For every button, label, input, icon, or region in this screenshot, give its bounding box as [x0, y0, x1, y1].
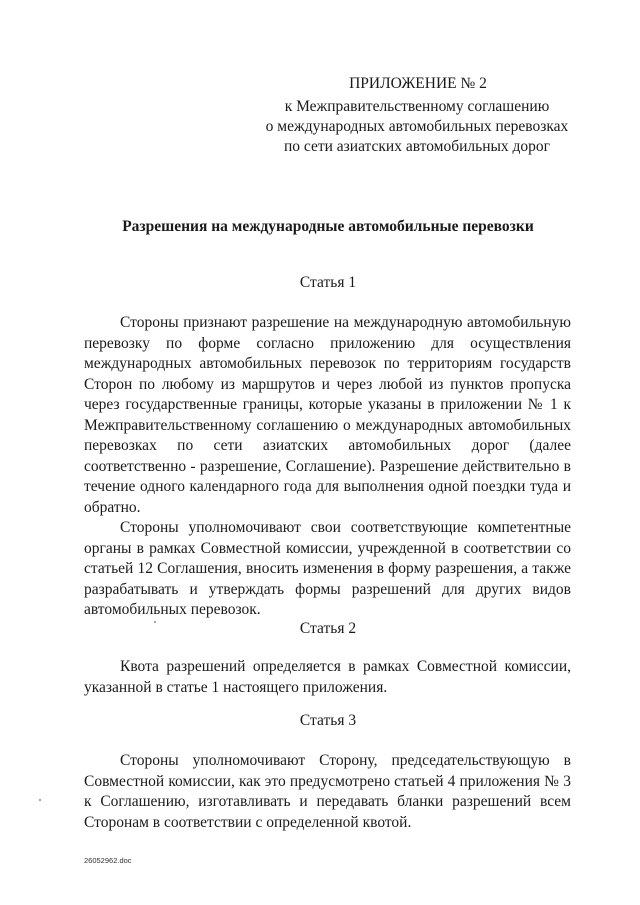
annex-header [262, 74, 572, 157]
scan-speck [39, 799, 41, 801]
article-3-paragraph-1: Стороны уполномочивают Сторону, председательствующую в Совместной комиссии, как это предусмотрено статьей 4 приложения № 3 к Соглашению, изготавливать и передавать бланки разрешений всем Сторонам в соответствии с определенной квотой. [84, 752, 571, 831]
article-2-paragraph-1: Квота разрешений определяется в рамках Совместной комиссии, указанной в статье 1 настоящего приложения. [84, 658, 571, 696]
article-1-paragraph-1: Стороны признают разрешение на международную автомобильную перевозку по форме согласно приложению для осуществления международных автомобильных перевозок по территориям государств Сторон по любому из маршрутов и через любой из пунктов пропуска через государственные границы, которые указаны в приложении № 1 к Межправительственному соглашению о международных автомобильных перевозках по сети азиатских автомобильных дорог (далее соответственно - разрешение, Соглашение). Разрешение действительно в течение одного календарного года для выполнения одной поездки туда и обратно. [84, 314, 571, 516]
annex-subtitle-line-3: по сети азиатских автомобильных дорог [283, 138, 551, 155]
document-title: Разрешения на международные автомобильные перевозки [122, 218, 534, 235]
annex-title: ПРИЛОЖЕНИЕ № 2 [349, 75, 487, 92]
scan-speck [154, 621, 156, 623]
footer-filename: 26052962.doc [84, 856, 132, 865]
annex-subtitle-line-2: о международных автомобильных перевозках [265, 118, 569, 135]
annex-subtitle-line-1: к Межправительственному соглашению [284, 98, 550, 115]
article-1-heading: Статья 1 [299, 274, 357, 291]
article-3-heading: Статья 3 [299, 712, 357, 729]
article-1-paragraph-2: Стороны уполномочивают свои соответствующие компетентные органы в рамках Совместной комиссии, учрежденной в соответствии со статьей 12 Соглашения, вносить изменения в форму разрешения, а также разрабатывать и утверждать формы разрешений для других видов автомобильных перевозок. [84, 519, 571, 618]
article-2-heading: Статья 2 [299, 620, 357, 637]
